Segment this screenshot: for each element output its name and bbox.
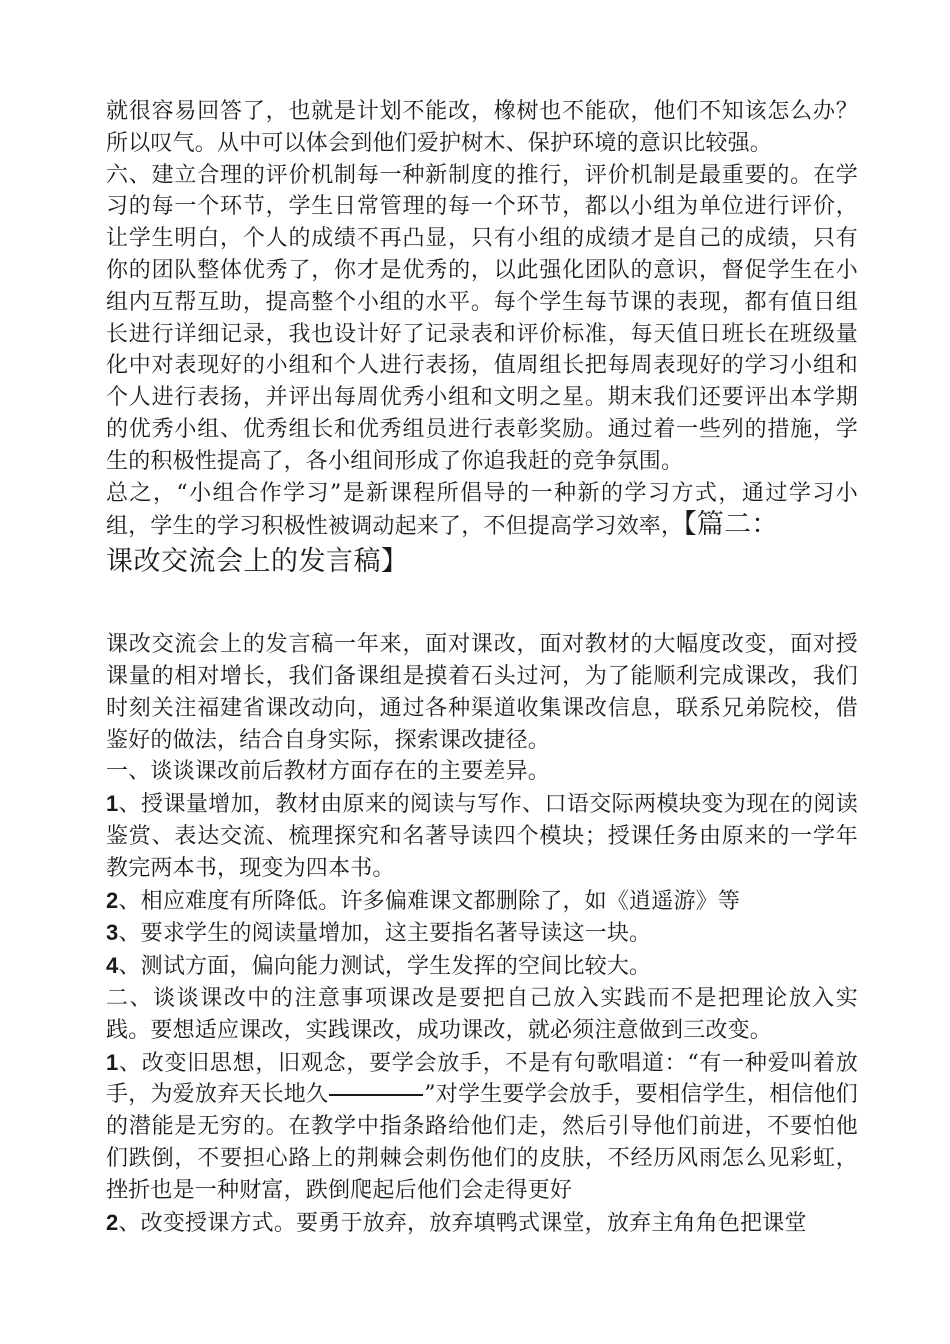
paragraph-continuation: 就很容易回答了，也就是计划不能改，橡树也不能砍，他们不知该怎么办？所以叹气。从中可以体会到他们爱护树木、保护环境的意识比较强。 bbox=[106, 99, 858, 156]
item-number: 2 bbox=[106, 887, 119, 913]
item-number: 4 bbox=[106, 953, 119, 979]
item-text: 、改变授课方式。要勇于放弃，放弃填鸭式课堂，放弃主角角色把课堂 bbox=[118, 1210, 807, 1236]
item-number: 3 bbox=[106, 920, 119, 946]
list-item bbox=[106, 1047, 858, 1207]
summary-text: 总之，“小组合作学习”是新课程所倡导的一种新的学习方式，通过学习小组，学生的学习积极性被调动起来了，不但提高学习效率， bbox=[106, 480, 858, 540]
list-item bbox=[106, 950, 858, 983]
item-text-part-a: 、改变旧思想，旧观念，要学会放手，不是有句歌唱道：“有一种爱叫着放手，为爱放弃天长地久 bbox=[106, 1050, 858, 1108]
paragraph-summary bbox=[106, 478, 858, 544]
item-text: 、授课量增加，教材由原来的阅读与写作、口语交际两模块变为现在的阅读鉴赏、表达交流、梳理探究和名著导读四个模块；授课任务由原来的一学年教完两本书，现变为四本书。 bbox=[106, 792, 858, 881]
item-text: 、测试方面，偏向能力测试，学生发挥的空间比较大。 bbox=[118, 954, 652, 980]
item-number: 1 bbox=[106, 791, 119, 817]
list-item bbox=[106, 917, 858, 950]
heading-part1: 【篇二： bbox=[683, 509, 779, 541]
item-text: 、要求学生的阅读量增加，这主要指名著导读这一块。 bbox=[118, 921, 652, 947]
em-dash-line bbox=[329, 1094, 423, 1096]
item-text: 、相应难度有所降低。许多偏难课文都删除了，如《逍遥游》等 bbox=[118, 888, 741, 914]
section2-title: 二、谈谈课改中的注意事项课改是要把自己放入实践而不是把理论放入实践。要想适应课改，实践课改，成功课改，就必须注意做到三改变。 bbox=[106, 985, 858, 1043]
item-number: 2 bbox=[106, 1209, 119, 1235]
list-item bbox=[106, 885, 858, 918]
document-page bbox=[106, 96, 858, 1239]
section-heading: 课改交流会上的发言稿】 bbox=[106, 546, 409, 578]
paragraph-evaluation-mechanism: 六、建立合理的评价机制每一种新制度的推行，评价机制是最重要的。在学习的每一个环节，学生日常管理的每一个环节，都以小组为单位进行评价，让学生明白，个人的成绩不再凸显，只有小组的成绩才是自己的成绩，只有你的团队整体优秀了，你才是优秀的，以此强化团队的意识，督促学生在小组内互帮互助，提高整个小组的水平。每个学生每节课的表现，都有值日组长进行详细记录，我也设计好了记录表和评价标准，每天值日班长在班级量化中对表现好的小组和个人进行表扬，值周组长把每周表现好的学习小组和个人进行表扬，并评出每周优秀小组和文明之星。期末我们还要评出本学期的优秀小组、优秀组长和优秀组员进行表彰奖励。通过着一些列的措施，学生的积极性提高了，各小组间形成了你追我赶的竞争氛围。 bbox=[106, 162, 858, 474]
list-item bbox=[106, 788, 858, 884]
list-item bbox=[106, 1207, 858, 1240]
item-number: 1 bbox=[106, 1049, 119, 1075]
item-text-part-b: ”对学生要学会放手，要相信学生，相信他们的潜能是无穷的。在教学中指条路给他们走，然后引导他们前进，不要怕他们跌倒，不要担心路上的荆棘会刺伤他们的皮肤，不经历风雨怎么见彩虹，挫折也是一种财富，跌倒爬起后他们会走得更好 bbox=[106, 1082, 858, 1203]
paragraph-intro: 课改交流会上的发言稿一年来，面对课改，面对教材的大幅度改变，面对授课量的相对增长，我们备课组是摸着石头过河，为了能顺利完成课改，我们时刻关注福建省课改动向，通过各种渠道收集课改信息，联系兄弟院校，借鉴好的做法，结合自身实际，探索课改捷径。 bbox=[106, 632, 858, 753]
section1-title: 一、谈谈课改前后教材方面存在的主要差异。 bbox=[106, 759, 551, 785]
